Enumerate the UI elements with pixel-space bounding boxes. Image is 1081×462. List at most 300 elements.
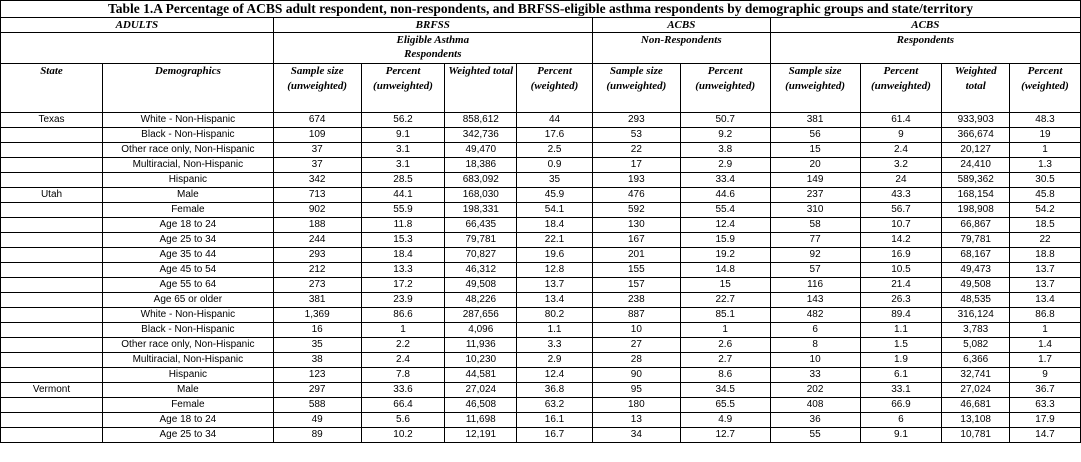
cell-brfss-weighted-total: 12,191: [445, 428, 517, 443]
cell-brfss-percent-unweighted: 28.5: [361, 173, 445, 188]
cell-resp-weighted-total: 27,024: [942, 383, 1010, 398]
cell-nonresp-sample-size: 157: [592, 278, 680, 293]
cell-resp-weighted-total: 198,908: [942, 203, 1010, 218]
cell-nonresp-sample-size: 476: [592, 188, 680, 203]
table-row: [1, 398, 1081, 413]
cell-demographics: Other race only, Non-Hispanic: [103, 143, 274, 158]
cell-resp-weighted-total: 32,741: [942, 368, 1010, 383]
cell-nonresp-percent-unweighted: 2.7: [680, 353, 770, 368]
cell-demographics: Hispanic: [103, 368, 274, 383]
cell-brfss-percent-unweighted: 17.2: [361, 278, 445, 293]
cell-demographics: Age 65 or older: [103, 293, 274, 308]
cell-resp-percent-unweighted: 1.5: [860, 338, 942, 353]
table-row: [1, 143, 1081, 158]
cell-nonresp-sample-size: 28: [592, 353, 680, 368]
cell-resp-percent-unweighted: 16.9: [860, 248, 942, 263]
cell-resp-percent-unweighted: 1.9: [860, 353, 942, 368]
cell-nonresp-percent-unweighted: 2.9: [680, 158, 770, 173]
cell-nonresp-percent-unweighted: 2.6: [680, 338, 770, 353]
cell-resp-weighted-total: 5,082: [942, 338, 1010, 353]
cell-brfss-percent-weighted: 16.1: [517, 413, 593, 428]
column-header-brfss-weighted-total: Weighted total: [445, 64, 517, 113]
column-header-resp-weighted-total: Weighted total: [942, 64, 1010, 113]
cell-nonresp-sample-size: 22: [592, 143, 680, 158]
cell-nonresp-percent-unweighted: 44.6: [680, 188, 770, 203]
cell-nonresp-sample-size: 90: [592, 368, 680, 383]
cell-resp-sample-size: 20: [770, 158, 860, 173]
cell-resp-weighted-total: 24,410: [942, 158, 1010, 173]
table-row: [1, 338, 1081, 353]
cell-resp-percent-unweighted: 14.2: [860, 233, 942, 248]
cell-brfss-percent-weighted: 80.2: [517, 308, 593, 323]
cell-resp-weighted-total: 49,473: [942, 263, 1010, 278]
cell-resp-percent-unweighted: 26.3: [860, 293, 942, 308]
cell-brfss-percent-unweighted: 13.3: [361, 263, 445, 278]
cell-brfss-weighted-total: 4,096: [445, 323, 517, 338]
cell-brfss-weighted-total: 10,230: [445, 353, 517, 368]
cell-demographics: Age 25 to 34: [103, 233, 274, 248]
cell-nonresp-percent-unweighted: 34.5: [680, 383, 770, 398]
cell-resp-percent-weighted: 30.5: [1010, 173, 1081, 188]
cell-brfss-sample-size: 37: [273, 158, 361, 173]
cell-brfss-weighted-total: 49,470: [445, 143, 517, 158]
cell-resp-sample-size: 6: [770, 323, 860, 338]
cell-resp-weighted-total: 46,681: [942, 398, 1010, 413]
cell-brfss-percent-unweighted: 1: [361, 323, 445, 338]
cell-demographics: Age 55 to 64: [103, 278, 274, 293]
cell-brfss-percent-weighted: 13.7: [517, 278, 593, 293]
cell-brfss-percent-unweighted: 5.6: [361, 413, 445, 428]
table-row: [1, 188, 1081, 203]
cell-demographics: Black - Non-Hispanic: [103, 323, 274, 338]
cell-resp-percent-weighted: 18.8: [1010, 248, 1081, 263]
cell-nonresp-sample-size: 193: [592, 173, 680, 188]
cell-nonresp-sample-size: 53: [592, 128, 680, 143]
cell-resp-sample-size: 33: [770, 368, 860, 383]
cell-nonresp-percent-unweighted: 85.1: [680, 308, 770, 323]
adults-header: ADULTS: [1, 18, 274, 33]
cell-state: [1, 173, 103, 188]
cell-demographics: Hispanic: [103, 173, 274, 188]
cell-resp-percent-unweighted: 10.5: [860, 263, 942, 278]
column-header-brfss-sample-size: Sample size (unweighted): [273, 64, 361, 113]
cell-brfss-percent-unweighted: 23.9: [361, 293, 445, 308]
cell-nonresp-sample-size: 887: [592, 308, 680, 323]
cell-brfss-percent-unweighted: 18.4: [361, 248, 445, 263]
brfss-subheader: Eligible Asthma Respondents: [273, 33, 592, 64]
cell-brfss-percent-unweighted: 7.8: [361, 368, 445, 383]
cell-brfss-weighted-total: 79,781: [445, 233, 517, 248]
cell-brfss-sample-size: 109: [273, 128, 361, 143]
cell-state: [1, 308, 103, 323]
cell-resp-percent-unweighted: 89.4: [860, 308, 942, 323]
cell-brfss-sample-size: 89: [273, 428, 361, 443]
cell-nonresp-percent-unweighted: 14.8: [680, 263, 770, 278]
cell-state: [1, 158, 103, 173]
cell-resp-percent-weighted: 13.7: [1010, 278, 1081, 293]
cell-brfss-percent-weighted: 12.8: [517, 263, 593, 278]
cell-brfss-percent-unweighted: 15.3: [361, 233, 445, 248]
cell-brfss-percent-unweighted: 10.2: [361, 428, 445, 443]
cell-brfss-weighted-total: 342,736: [445, 128, 517, 143]
table-row: [1, 248, 1081, 263]
cell-brfss-weighted-total: 11,698: [445, 413, 517, 428]
cell-demographics: White - Non-Hispanic: [103, 308, 274, 323]
cell-brfss-percent-weighted: 45.9: [517, 188, 593, 203]
cell-brfss-sample-size: 49: [273, 413, 361, 428]
table-row: [1, 278, 1081, 293]
cell-demographics: Age 18 to 24: [103, 413, 274, 428]
cell-demographics: Male: [103, 383, 274, 398]
cell-brfss-sample-size: 1,369: [273, 308, 361, 323]
cell-resp-percent-unweighted: 24: [860, 173, 942, 188]
cell-brfss-weighted-total: 287,656: [445, 308, 517, 323]
cell-brfss-percent-unweighted: 2.4: [361, 353, 445, 368]
cell-brfss-percent-unweighted: 2.2: [361, 338, 445, 353]
cell-resp-percent-weighted: 13.4: [1010, 293, 1081, 308]
cell-brfss-percent-unweighted: 11.8: [361, 218, 445, 233]
cell-brfss-percent-unweighted: 44.1: [361, 188, 445, 203]
cell-resp-percent-unweighted: 6: [860, 413, 942, 428]
cell-demographics: Multiracial, Non-Hispanic: [103, 353, 274, 368]
cell-resp-percent-unweighted: 9.1: [860, 428, 942, 443]
cell-resp-percent-weighted: 54.2: [1010, 203, 1081, 218]
table-row: [1, 368, 1081, 383]
cell-resp-weighted-total: 68,167: [942, 248, 1010, 263]
cell-brfss-percent-weighted: 1.1: [517, 323, 593, 338]
cell-resp-sample-size: 482: [770, 308, 860, 323]
cell-nonresp-percent-unweighted: 65.5: [680, 398, 770, 413]
cell-resp-percent-weighted: 9: [1010, 368, 1081, 383]
table-row: [1, 158, 1081, 173]
cell-resp-sample-size: 381: [770, 113, 860, 128]
cell-nonresp-sample-size: 130: [592, 218, 680, 233]
cell-demographics: Black - Non-Hispanic: [103, 128, 274, 143]
cell-resp-percent-weighted: 1: [1010, 323, 1081, 338]
cell-brfss-sample-size: 902: [273, 203, 361, 218]
cell-nonresp-percent-unweighted: 1: [680, 323, 770, 338]
cell-resp-weighted-total: 316,124: [942, 308, 1010, 323]
cell-resp-percent-weighted: 14.7: [1010, 428, 1081, 443]
table-row: [1, 128, 1081, 143]
cell-resp-weighted-total: 3,783: [942, 323, 1010, 338]
cell-brfss-percent-weighted: 13.4: [517, 293, 593, 308]
cell-resp-percent-unweighted: 66.9: [860, 398, 942, 413]
table-row: [1, 353, 1081, 368]
acbs-nonresp-header: ACBS: [592, 18, 770, 33]
cell-nonresp-sample-size: 34: [592, 428, 680, 443]
cell-resp-percent-weighted: 22: [1010, 233, 1081, 248]
cell-brfss-weighted-total: 46,508: [445, 398, 517, 413]
cell-brfss-weighted-total: 18,386: [445, 158, 517, 173]
table-row: [1, 323, 1081, 338]
cell-resp-percent-weighted: 86.8: [1010, 308, 1081, 323]
cell-brfss-percent-weighted: 0.9: [517, 158, 593, 173]
cell-resp-weighted-total: 79,781: [942, 233, 1010, 248]
cell-brfss-percent-weighted: 54.1: [517, 203, 593, 218]
cell-resp-percent-unweighted: 9: [860, 128, 942, 143]
cell-demographics: Age 18 to 24: [103, 218, 274, 233]
cell-resp-weighted-total: 366,674: [942, 128, 1010, 143]
table-row: [1, 308, 1081, 323]
cell-brfss-sample-size: 297: [273, 383, 361, 398]
cell-brfss-weighted-total: 168,030: [445, 188, 517, 203]
cell-brfss-percent-weighted: 36.8: [517, 383, 593, 398]
cell-resp-percent-weighted: 36.7: [1010, 383, 1081, 398]
cell-brfss-sample-size: 674: [273, 113, 361, 128]
cell-resp-sample-size: 8: [770, 338, 860, 353]
cell-nonresp-percent-unweighted: 19.2: [680, 248, 770, 263]
cell-nonresp-percent-unweighted: 3.8: [680, 143, 770, 158]
cell-resp-sample-size: 116: [770, 278, 860, 293]
cell-brfss-percent-weighted: 3.3: [517, 338, 593, 353]
cell-nonresp-sample-size: 167: [592, 233, 680, 248]
table-row: [1, 383, 1081, 398]
column-header-nonresp-percent-unweighted: Percent (unweighted): [680, 64, 770, 113]
cell-demographics: Female: [103, 203, 274, 218]
column-header-nonresp-sample-size: Sample size (unweighted): [592, 64, 680, 113]
cell-state: [1, 428, 103, 443]
cell-brfss-percent-unweighted: 66.4: [361, 398, 445, 413]
cell-nonresp-sample-size: 27: [592, 338, 680, 353]
cell-resp-sample-size: 202: [770, 383, 860, 398]
cell-brfss-percent-weighted: 2.9: [517, 353, 593, 368]
cell-nonresp-percent-unweighted: 15: [680, 278, 770, 293]
cell-resp-sample-size: 55: [770, 428, 860, 443]
cell-resp-sample-size: 56: [770, 128, 860, 143]
cell-resp-sample-size: 310: [770, 203, 860, 218]
cell-brfss-percent-unweighted: 56.2: [361, 113, 445, 128]
nonresp-subheader: Non-Respondents: [592, 33, 770, 64]
cell-brfss-sample-size: 273: [273, 278, 361, 293]
cell-state: [1, 278, 103, 293]
cell-state: [1, 353, 103, 368]
cell-brfss-sample-size: 713: [273, 188, 361, 203]
cell-state: [1, 338, 103, 353]
cell-resp-sample-size: 15: [770, 143, 860, 158]
table-row: [1, 293, 1081, 308]
column-header-resp-percent-weighted: Percent (weighted): [1010, 64, 1081, 113]
cell-state: [1, 233, 103, 248]
cell-brfss-percent-unweighted: 55.9: [361, 203, 445, 218]
cell-resp-percent-weighted: 1.7: [1010, 353, 1081, 368]
cell-brfss-percent-weighted: 35: [517, 173, 593, 188]
cell-brfss-percent-weighted: 17.6: [517, 128, 593, 143]
table-title: Table 1.A Percentage of ACBS adult respondent, non-respondents, and BRFSS-eligible asthma respondents by demographic groups and state/territory: [1, 1, 1081, 18]
cell-nonresp-sample-size: 592: [592, 203, 680, 218]
cell-resp-percent-unweighted: 43.3: [860, 188, 942, 203]
cell-resp-sample-size: 58: [770, 218, 860, 233]
table-row: [1, 233, 1081, 248]
resp-subheader: Respondents: [770, 33, 1080, 64]
cell-brfss-percent-weighted: 2.5: [517, 143, 593, 158]
cell-nonresp-sample-size: 13: [592, 413, 680, 428]
column-header-brfss-percent-unweighted: Percent (unweighted): [361, 64, 445, 113]
cell-nonresp-percent-unweighted: 55.4: [680, 203, 770, 218]
cell-resp-percent-unweighted: 10.7: [860, 218, 942, 233]
cell-state: [1, 248, 103, 263]
cell-state: Texas: [1, 113, 103, 128]
cell-brfss-sample-size: 342: [273, 173, 361, 188]
cell-resp-percent-weighted: 48.3: [1010, 113, 1081, 128]
cell-resp-weighted-total: 20,127: [942, 143, 1010, 158]
table-row: [1, 413, 1081, 428]
cell-resp-percent-unweighted: 21.4: [860, 278, 942, 293]
table-row: [1, 203, 1081, 218]
cell-resp-weighted-total: 66,867: [942, 218, 1010, 233]
cell-state: [1, 323, 103, 338]
cell-resp-percent-unweighted: 1.1: [860, 323, 942, 338]
cell-resp-weighted-total: 49,508: [942, 278, 1010, 293]
cell-resp-sample-size: 57: [770, 263, 860, 278]
cell-resp-percent-weighted: 19: [1010, 128, 1081, 143]
cell-resp-weighted-total: 933,903: [942, 113, 1010, 128]
cell-nonresp-percent-unweighted: 12.7: [680, 428, 770, 443]
cell-brfss-weighted-total: 198,331: [445, 203, 517, 218]
brfss-header: BRFSS: [273, 18, 592, 33]
cell-brfss-weighted-total: 858,612: [445, 113, 517, 128]
cell-brfss-percent-unweighted: 86.6: [361, 308, 445, 323]
cell-state: [1, 128, 103, 143]
cell-nonresp-sample-size: 293: [592, 113, 680, 128]
cell-demographics: Other race only, Non-Hispanic: [103, 338, 274, 353]
cell-nonresp-sample-size: 10: [592, 323, 680, 338]
cell-brfss-percent-unweighted: 33.6: [361, 383, 445, 398]
cell-resp-percent-weighted: 45.8: [1010, 188, 1081, 203]
cell-demographics: Age 45 to 54: [103, 263, 274, 278]
acbs-resp-header: ACBS: [770, 18, 1080, 33]
cell-state: Utah: [1, 188, 103, 203]
cell-brfss-weighted-total: 66,435: [445, 218, 517, 233]
cell-nonresp-sample-size: 17: [592, 158, 680, 173]
cell-resp-percent-unweighted: 33.1: [860, 383, 942, 398]
cell-resp-sample-size: 36: [770, 413, 860, 428]
cell-resp-percent-weighted: 1.3: [1010, 158, 1081, 173]
cell-resp-sample-size: 149: [770, 173, 860, 188]
cell-brfss-percent-unweighted: 3.1: [361, 143, 445, 158]
cell-brfss-sample-size: 123: [273, 368, 361, 383]
cell-brfss-weighted-total: 70,827: [445, 248, 517, 263]
column-header-resp-sample-size: Sample size (unweighted): [770, 64, 860, 113]
cell-brfss-sample-size: 38: [273, 353, 361, 368]
cell-brfss-sample-size: 212: [273, 263, 361, 278]
cell-brfss-percent-unweighted: 3.1: [361, 158, 445, 173]
cell-resp-percent-weighted: 18.5: [1010, 218, 1081, 233]
cell-resp-percent-weighted: 1: [1010, 143, 1081, 158]
cell-brfss-percent-weighted: 19.6: [517, 248, 593, 263]
cell-resp-percent-unweighted: 61.4: [860, 113, 942, 128]
cell-brfss-percent-weighted: 16.7: [517, 428, 593, 443]
cell-nonresp-percent-unweighted: 8.6: [680, 368, 770, 383]
cell-state: Vermont: [1, 383, 103, 398]
cell-demographics: White - Non-Hispanic: [103, 113, 274, 128]
table-row: [1, 218, 1081, 233]
cell-state: [1, 368, 103, 383]
cell-brfss-percent-weighted: 18.4: [517, 218, 593, 233]
cell-brfss-percent-weighted: 22.1: [517, 233, 593, 248]
cell-brfss-weighted-total: 49,508: [445, 278, 517, 293]
cell-resp-percent-unweighted: 2.4: [860, 143, 942, 158]
cell-brfss-percent-unweighted: 9.1: [361, 128, 445, 143]
cell-resp-percent-weighted: 17.9: [1010, 413, 1081, 428]
cell-nonresp-percent-unweighted: 22.7: [680, 293, 770, 308]
cell-resp-sample-size: 92: [770, 248, 860, 263]
cell-brfss-percent-weighted: 63.2: [517, 398, 593, 413]
adults-subheader: [1, 33, 274, 64]
column-header-demographics: Demographics: [103, 64, 274, 113]
column-header-state: State: [1, 64, 103, 113]
cell-resp-percent-weighted: 1.4: [1010, 338, 1081, 353]
table-row: [1, 428, 1081, 443]
cell-resp-weighted-total: 6,366: [942, 353, 1010, 368]
cell-brfss-weighted-total: 27,024: [445, 383, 517, 398]
cell-resp-sample-size: 77: [770, 233, 860, 248]
column-header-resp-percent-unweighted: Percent (unweighted): [860, 64, 942, 113]
cell-demographics: Multiracial, Non-Hispanic: [103, 158, 274, 173]
cell-resp-percent-weighted: 13.7: [1010, 263, 1081, 278]
cell-state: [1, 413, 103, 428]
cell-nonresp-sample-size: 180: [592, 398, 680, 413]
cell-resp-percent-unweighted: 3.2: [860, 158, 942, 173]
cell-brfss-sample-size: 244: [273, 233, 361, 248]
cell-demographics: Male: [103, 188, 274, 203]
cell-resp-weighted-total: 10,781: [942, 428, 1010, 443]
cell-resp-percent-unweighted: 56.7: [860, 203, 942, 218]
cell-resp-weighted-total: 168,154: [942, 188, 1010, 203]
cell-brfss-sample-size: 381: [273, 293, 361, 308]
cell-brfss-sample-size: 16: [273, 323, 361, 338]
cell-brfss-sample-size: 37: [273, 143, 361, 158]
table-row: [1, 173, 1081, 188]
cell-resp-weighted-total: 13,108: [942, 413, 1010, 428]
cell-nonresp-percent-unweighted: 33.4: [680, 173, 770, 188]
table-row: [1, 113, 1081, 128]
table-row: [1, 263, 1081, 278]
cell-resp-sample-size: 408: [770, 398, 860, 413]
cell-brfss-percent-weighted: 44: [517, 113, 593, 128]
cell-nonresp-sample-size: 238: [592, 293, 680, 308]
cell-nonresp-sample-size: 95: [592, 383, 680, 398]
cell-resp-sample-size: 10: [770, 353, 860, 368]
cell-resp-sample-size: 237: [770, 188, 860, 203]
cell-brfss-sample-size: 188: [273, 218, 361, 233]
cell-nonresp-percent-unweighted: 9.2: [680, 128, 770, 143]
cell-demographics: Age 35 to 44: [103, 248, 274, 263]
cell-brfss-weighted-total: 11,936: [445, 338, 517, 353]
cell-demographics: Female: [103, 398, 274, 413]
cell-nonresp-percent-unweighted: 15.9: [680, 233, 770, 248]
cell-resp-weighted-total: 48,535: [942, 293, 1010, 308]
cell-brfss-weighted-total: 46,312: [445, 263, 517, 278]
cell-state: [1, 203, 103, 218]
cell-brfss-weighted-total: 44,581: [445, 368, 517, 383]
cell-nonresp-percent-unweighted: 4.9: [680, 413, 770, 428]
column-header-brfss-percent-weighted: Percent (weighted): [517, 64, 593, 113]
cell-resp-percent-weighted: 63.3: [1010, 398, 1081, 413]
cell-brfss-weighted-total: 48,226: [445, 293, 517, 308]
cell-resp-sample-size: 143: [770, 293, 860, 308]
cell-brfss-weighted-total: 683,092: [445, 173, 517, 188]
cell-brfss-percent-weighted: 12.4: [517, 368, 593, 383]
cell-state: [1, 218, 103, 233]
cell-state: [1, 263, 103, 278]
cell-nonresp-percent-unweighted: 50.7: [680, 113, 770, 128]
cell-state: [1, 143, 103, 158]
cell-brfss-sample-size: 588: [273, 398, 361, 413]
cell-demographics: Age 25 to 34: [103, 428, 274, 443]
cell-brfss-sample-size: 35: [273, 338, 361, 353]
cell-nonresp-sample-size: 201: [592, 248, 680, 263]
